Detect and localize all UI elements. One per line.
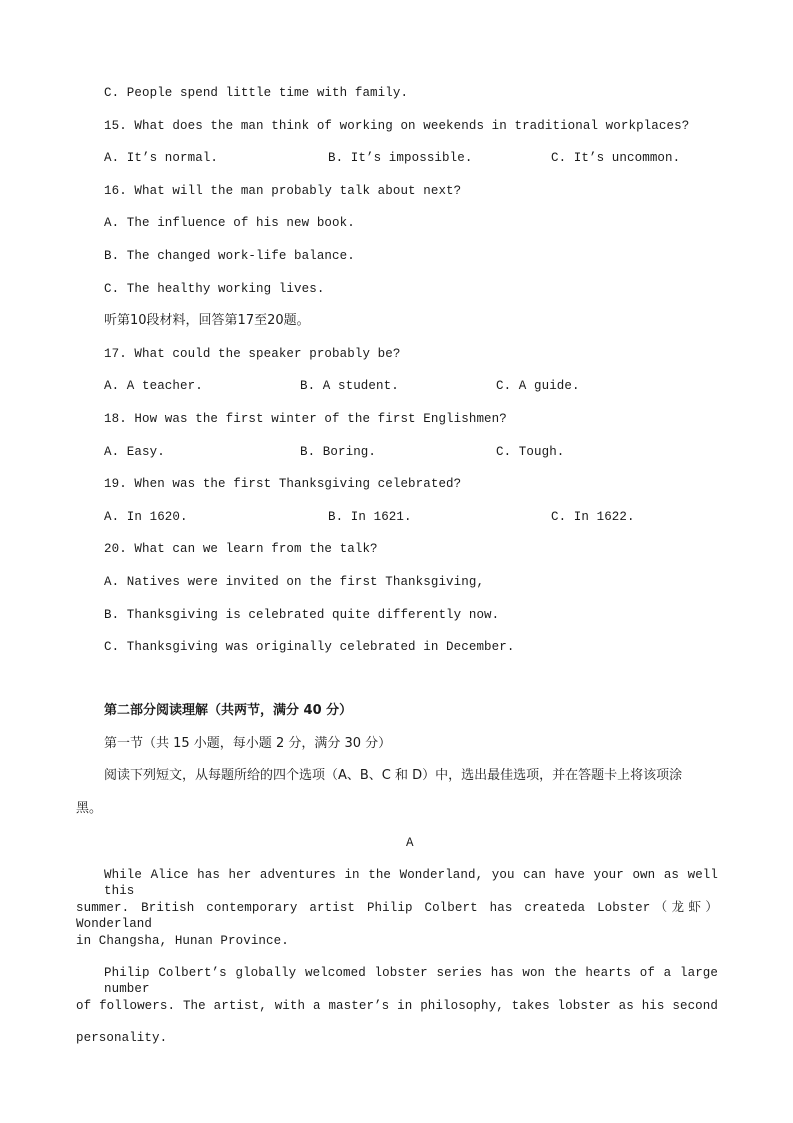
q20-option-b: B. Thanksgiving is celebrated quite differently now. (104, 608, 500, 622)
q19-option-c: C. In 1622. (551, 510, 635, 524)
q16-option-b: B. The changed work-life balance. (104, 249, 355, 263)
q20-option-a: A. Natives were invited on the first Thanksgiving, (104, 575, 485, 589)
q16-question: 16. What will the man probably talk about next? (104, 184, 462, 198)
q15-option-c: C. It’s uncommon. (551, 151, 681, 165)
q19-question: 19. When was the first Thanksgiving celebrated? (104, 477, 462, 491)
q18-option-c: C. Tough. (496, 445, 565, 459)
q15-option-b: B. It’s impossible. (328, 151, 473, 165)
passage-a-p2-line3: personality. (76, 1031, 168, 1045)
q16-option-a: A. The influence of his new book. (104, 216, 355, 230)
q20-question: 20. What can we learn from the talk? (104, 542, 378, 556)
q16-option-c: C. The healthy working lives. (104, 282, 325, 296)
q15-question: 15. What does the man think of working on weekends in traditional workplaces? (104, 119, 690, 133)
q15-option-a: A. It’s normal. (104, 151, 219, 165)
q17-option-a: A. A teacher. (104, 379, 203, 393)
passage-a-p2-line2: of followers. The artist, with a master’s in philosophy, takes lobster as his second (76, 999, 718, 1013)
q17-question: 17. What could the speaker probably be? (104, 347, 401, 361)
part2-section1: 第一节（共 15 小题，每小题 2 分，满分 30 分） (104, 736, 392, 751)
passage-a-p1-line3: in Changsha, Hunan Province. (76, 934, 289, 948)
passage-a-p1-line1: While Alice has her adventures in the Wonderland, you can have your own as well this (104, 868, 718, 898)
passage-a-label: A (406, 836, 414, 850)
section10-intro: 听第10段材料，回答第17至20题。 (104, 313, 310, 328)
q18-question: 18. How was the first winter of the first Englishmen? (104, 412, 507, 426)
q20-option-c: C. Thanksgiving was originally celebrated in December. (104, 640, 515, 654)
passage-a-p1-line2: summer. British contemporary artist Philip Colbert has createda Lobster（龙虾） Wonderland (76, 901, 718, 931)
part2-instruction-line1: 阅读下列短文，从每题所给的四个选项（A、B、C 和 D）中，选出最佳选项，并在答题卡上将该项涂 (104, 768, 683, 783)
q17-option-b: B. A student. (300, 379, 399, 393)
part2-instruction-line2: 黑。 (76, 801, 103, 816)
q17-option-c: C. A guide. (496, 379, 580, 393)
q14-option-c: C. People spend little time with family. (104, 86, 409, 100)
part2-heading: 第二部分阅读理解（共两节，满分 40 分） (104, 703, 353, 718)
q19-option-a: A. In 1620. (104, 510, 188, 524)
q18-option-a: A. Easy. (104, 445, 165, 459)
q18-option-b: B. Boring. (300, 445, 377, 459)
q19-option-b: B. In 1621. (328, 510, 412, 524)
passage-a-p2-line1: Philip Colbert’s globally welcomed lobster series has won the hearts of a large number (104, 966, 718, 996)
